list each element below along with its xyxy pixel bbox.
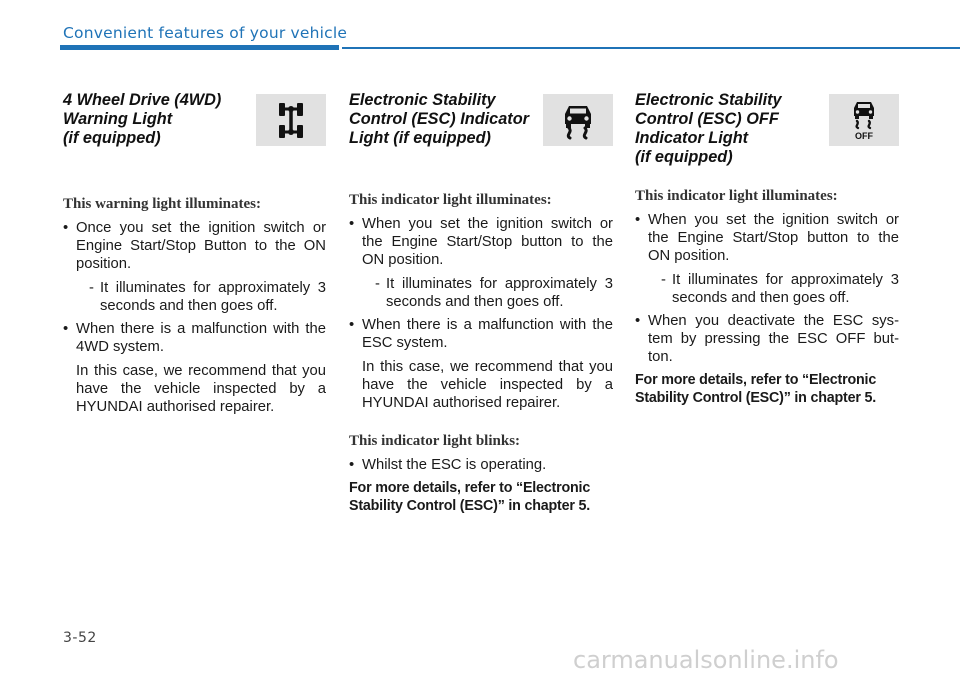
bullet-list [635,211,899,366]
sub-heading: This indicator light illuminates: [635,188,838,204]
list-item [349,456,613,474]
sub-heading: This indicator light blinks: [349,433,521,449]
section-title: 4 Wheel Drive (4WD) Warning Light (if equipped) [63,91,222,147]
header-rule-thick [60,45,339,50]
list-item [349,215,613,311]
reference-note: For more details, refer to “Electronic Stability Control (ESC)” in chapter 5. [349,480,591,514]
bullet-text: Once you set the ignition switch or Engine Start/Stop Button to the ON position. [76,220,326,272]
sub-item: - It illuminates for approximately 3 seconds and then goes off. [661,272,899,306]
sub-heading: This warning light illuminates: [63,196,261,212]
esc-indicator-icon [543,94,613,146]
bullet-text: Whilst the ESC is operating. [362,457,547,473]
list-item [349,316,613,412]
reference-note: For more details, refer to “Electronic Stability Control (ESC)” in chapter 5. [635,372,877,406]
bullet-list [349,456,613,474]
off-label: OFF [855,131,873,141]
esc-off-indicator-icon [829,94,899,146]
section-esc-off-indicator [635,91,899,407]
sub-item-text: It illuminates for approximately 3 seconds and then goes off. [100,280,326,314]
list-item [63,320,326,416]
bullet-text: When there is a malfunction with the 4WD system. [76,321,326,355]
bullet-list [63,219,326,416]
list-item [635,312,899,366]
list-item [63,219,326,315]
section-title: Electronic Stability Control (ESC) OFF Indicator Light (if equipped) [635,91,782,166]
4wd-warning-icon [256,94,326,146]
watermark: carmanualsonline.info [573,646,839,674]
sub-item-text: It illuminates for approximately 3 seconds and then goes off. [672,272,899,306]
list-item [635,211,899,307]
section-title: Electronic Stability Control (ESC) Indicator Light (if equipped) [349,91,529,147]
sub-item-text: It illuminates for approximately 3 seconds and then goes off. [386,276,613,310]
bullet-list [349,215,613,412]
bullet-paragraph: In this case, we recommend that you have the vehicle inspected by a HYUNDAI authorised repairer. [76,363,326,415]
section-4wd-warning [63,91,326,421]
bullet-text: When you set the ignition switch or the Engine Start/Stop button to the ON position. [362,216,613,268]
bullet-text: When you set the ignition switch or the Engine Start/Stop button to the ON position. [648,212,899,264]
bullet-text: When there is a malfunction with the ESC system. [362,317,613,351]
sub-heading: This indicator light illuminates: [349,192,552,208]
page-number: 3-52 [63,630,97,646]
section-header-title: Convenient features of your vehicle [63,24,348,42]
section-esc-indicator [349,91,613,515]
bullet-paragraph: In this case, we recommend that you have the vehicle inspected by a HYUNDAI authorised repairer. [362,359,613,411]
header-rule-thin [342,47,960,49]
bullet-text: When you deactivate the ESC sys-tem by pressing the ESC OFF but-ton. [648,313,899,365]
sub-item: - It illuminates for approximately 3 seconds and then goes off. [375,276,613,310]
sub-item: - It illuminates for approximately 3 seconds and then goes off. [89,280,326,314]
